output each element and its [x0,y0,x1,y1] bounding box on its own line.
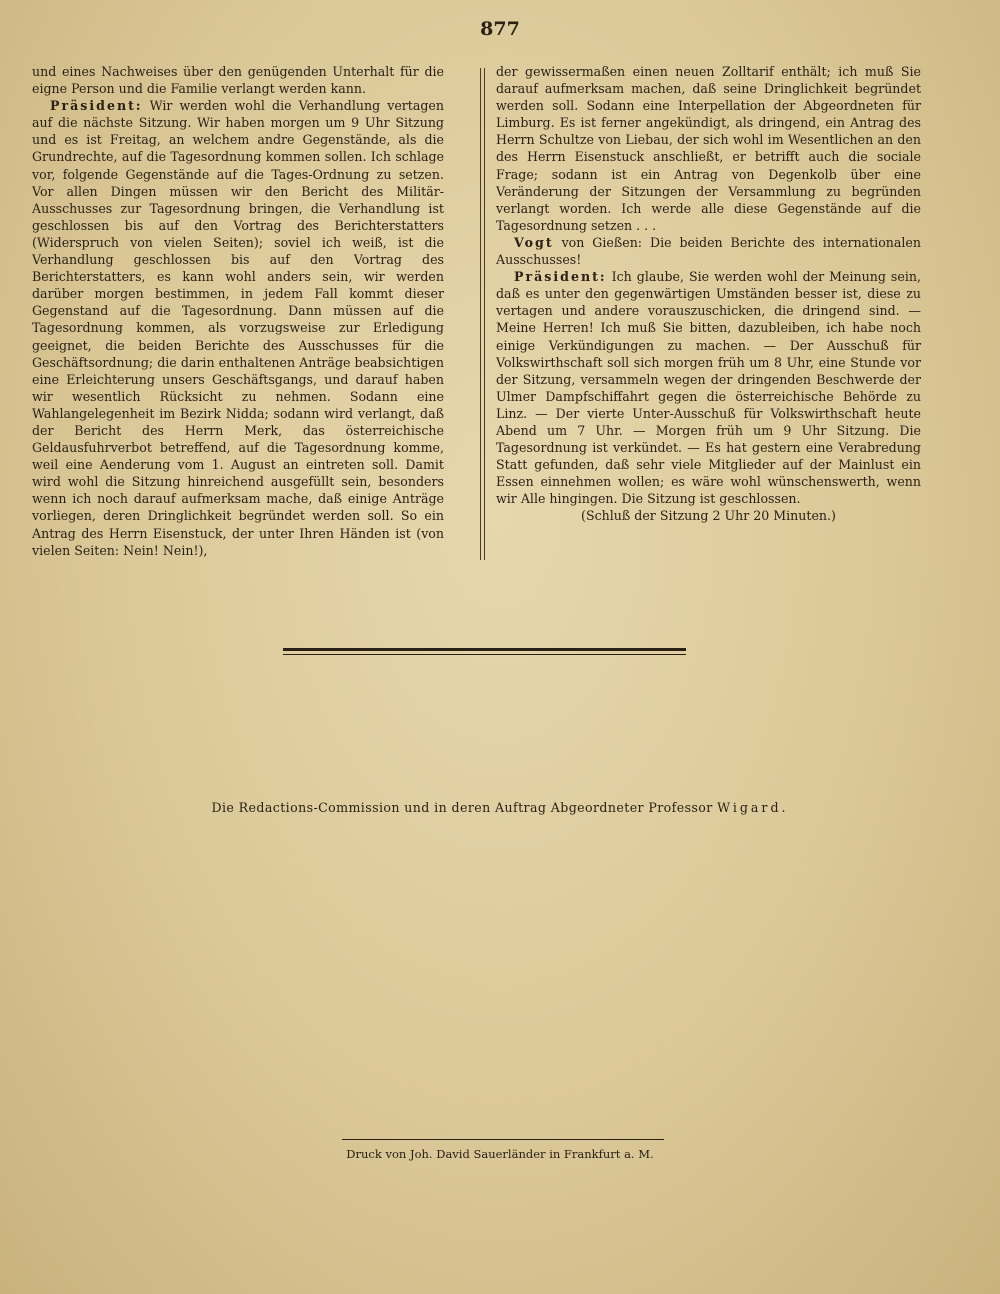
right-column [496,63,921,525]
paragraph-text: und eines Nachweises über den genügenden Unterhalt für die eigne Person und die Familie verlangt werden kann. [32,64,444,97]
paragraph-text: von Gießen: Die beiden Berichte des internationalen Ausschusses! [496,234,921,268]
paragraph [32,63,444,97]
speaker-name: Präsident: [514,269,607,285]
printer-imprint: Druck von Joh. David Sauerländer in Frankfurt a. M. [346,1147,654,1161]
speaker-name: Präsident: [50,98,143,114]
printer-rule [342,1139,664,1140]
speaker-name: Vogt [514,234,554,250]
paragraph-text: der gewissermaßen einen neuen Zolltarif enthält; ich muß Sie darauf aufmerksam machen, daß seine Dringlichkeit begründet werden soll. Sodann eine Interpellation der Abgeordneten für Limburg. Es ist ferner angekündigt, als dringend, ein Antrag des Herrn Schultze von Liebau, der sich wohl im Wesentlichen an den des Herrn Eisenstuck anschließt, er betrifft auch die sociale Frage; sodann ist ein Antrag von Degenkolb über eine Veränderung der Sitzungen der Versammlung zu begründen verlangt worden. Ich werde alle diese Gegenstände auf die Tagesordnung setzen . . . [496,64,921,233]
paragraph-text: Wir werden wohl die Verhandlung vertagen auf die nächste Sitzung. Wir haben morgen um 9 Uhr Sitzung und es ist Freitag, an welchem andre Gegenstände, als die Grundrechte, auf die Tagesordnung kommen sollen. Ich schlage vor, folgende Gegenstände auf die Tages-Ordnung zu setzen. Vor allen Dingen müssen wir den Bericht des Militär-Ausschusses zur Tagesordnung bringen, die Verhandlung ist geschlossen bis auf den Vortrag des Berichterstatters (Widerspruch von vielen Seiten); soviel ich weiß, ist die Verhandlung geschlossen bis auf den Vortrag des Berichterstatters, es kann wohl anders sein, wir werden darüber morgen bestimmen, in jedem Fall kommt dieser Gegenstand auf die Tagesordnung. Dann müssen auf die Tagesordnung kommen, als vorzugsweise zur Erledigung geeignet, die beiden Berichte des Ausschusses für die Geschäftsordnung; die darin enthaltenen Anträge beabsichtigen eine Erleichterung unsers Geschäftsgangs, und darauf haben wir wesentlich Rücksicht zu nehmen. Sodann eine Wahlangelegenheit im Bezirk Nidda; sodann wird verlangt, daß der Bericht des Herrn Merk, das österreichische Geldausfuhrverbot betreffend, auf die Tagesordnung komme, weil eine Aenderung vom 1. August an eintreten soll. Damit wird wohl die Sitzung hinreichend ausgefüllt sein, besonders wenn ich noch darauf aufmerksam mache, daß einige Anträge vorliegen, deren Dringlichkeit begründet werden soll. So ein Antrag des Herrn Eisenstuck, der unter Ihren Händen ist (von vielen Seiten: Nein! Nein!), [32,98,444,558]
paragraph [496,63,921,234]
editorial-credit [0,800,1000,815]
credit-text: Die Redactions-Commission und in deren Auftrag Abgeordneter Professor [211,800,713,815]
section-divider [283,648,686,655]
divider-thin-line [283,654,686,655]
credit-name: Wigard. [717,800,789,815]
paragraph [496,268,921,507]
paragraph [496,234,921,268]
left-column [32,63,444,559]
column-rule [480,68,481,560]
page-number: 877 [480,18,520,40]
closing-note: (Schluß der Sitzung 2 Uhr 20 Minuten.) [581,508,836,524]
paragraph [32,97,444,559]
paragraph-text: Ich glaube, Sie werden wohl der Meinung sein, daß es unter den gegenwärtigen Umständen besser ist, diese zu vertagen und andere vorauszuschicken, die dringend sind. — Meine Herren! Ich muß Sie bitten, dazubleiben, ich habe noch einige Verkündigungen zu machen. — Der Ausschuß für Volkswirthschaft soll sich morgen früh um 8 Uhr, eine Stunde vor der Sitzung, versammeln wegen der dringenden Beschwerde der Ulmer Dampfschiffahrt gegen die österreichische Behörde zu Linz. — Der vierte Unter-Ausschuß für Volkswirthschaft heute Abend um 7 Uhr. — Morgen früh um 9 Uhr Sitzung. Die Tagesordnung ist verkündet. — Es hat gestern eine Verabredung Statt gefunden, daß sehr viele Mitglieder auf der Mainlust ein Essen einnehmen wollen; es wäre wohl wünschenswerth, wenn wir Alle hingingen. Die Sitzung ist geschlossen. [496,269,921,507]
column-rule [484,68,485,560]
divider-thick-line [283,648,686,651]
